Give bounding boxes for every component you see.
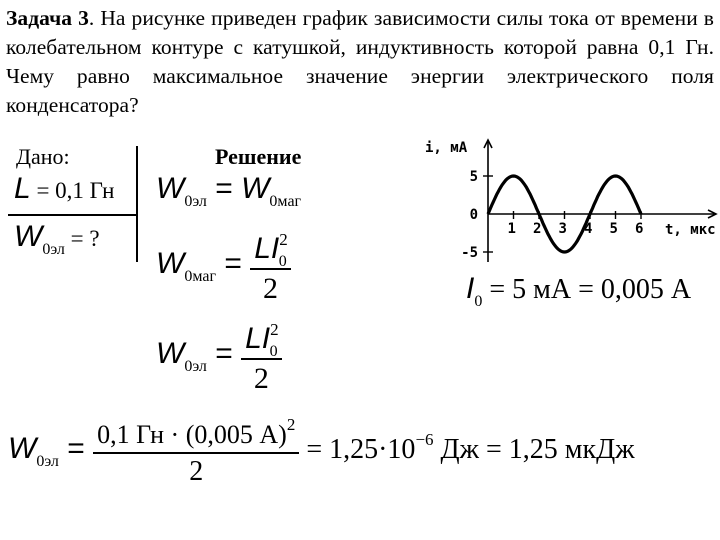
final-den: 2 (189, 456, 204, 487)
given-inductance (14, 172, 114, 206)
final-num: 0,1 Гн · (0,005 А) (97, 420, 287, 449)
problem-text: . На рисунке приведен график зависимости силы тока от времени в колебательном контуре с катушкой, индуктивность которой равна 0,1 Гн. Чему равно максимальное значение энергии электрического поля конденсатора? (6, 6, 714, 117)
given-divider-horizontal (8, 214, 136, 216)
current-amplitude (466, 272, 692, 310)
eq3-num-sub: 0 (269, 343, 278, 360)
problem-label: Задача 3 (6, 6, 89, 30)
eq3-den: 2 (253, 362, 269, 395)
given-L-symbol: L (14, 172, 31, 205)
eq2-num-sup: 2 (279, 230, 288, 249)
x-tick-label: 1 (507, 221, 516, 237)
y-tick-label: -5 (461, 245, 478, 261)
eq2-fraction (250, 232, 291, 306)
eq1-lhs: W (156, 172, 185, 205)
eq3-lhs: W (156, 337, 185, 371)
eq2-lhs: W (156, 247, 185, 281)
final-unit: Дж = 1,25 мкДж (433, 434, 635, 466)
eq3-lhs-sub: 0эл (184, 358, 207, 376)
final-lhs-sub: 0эл (36, 453, 59, 471)
x-tick-label: 4 (584, 221, 593, 237)
y-tick-label: 0 (469, 207, 478, 223)
eq3-num: LI (245, 322, 271, 355)
graph-axes (484, 140, 716, 262)
x-tick-label: 6 (635, 221, 644, 237)
eq2-num: LI (254, 232, 280, 265)
current-time-graph (420, 136, 720, 276)
final-exp: −6 (415, 430, 434, 450)
given-title: Дано: (16, 144, 70, 169)
x-tick-label: 2 (533, 221, 542, 237)
given-W-symbol: W (14, 220, 43, 253)
equation-energy-equal (156, 172, 302, 210)
given-W-value: = ? (64, 226, 100, 251)
eq2-lhs-sub: 0маг (184, 268, 217, 286)
eq2-den: 2 (262, 272, 278, 305)
eq2-num-sub: 0 (278, 253, 287, 270)
solution-title: Решение (215, 144, 302, 169)
x-tick-label: 3 (558, 221, 567, 237)
graph-x-label: t, мкс (665, 222, 716, 238)
current-value: = 5 мА = 0,005 А (482, 274, 692, 305)
current-symbol: I (466, 272, 475, 305)
y-tick-label: 5 (469, 169, 478, 185)
equation-final: W0эл = $\frac{0,1 Гн \cdot (0,005 А)^2}{2}$ = 1,25·10−6 Дж = 1,25 мкДж (8, 415, 635, 487)
given-divider-vertical (136, 146, 138, 262)
graph-y-label: i, мА (425, 140, 468, 156)
equation-magnetic-energy: W0маг = $\frac{LI20}{2}$ (156, 232, 291, 306)
final-lhs: W (8, 432, 37, 466)
eq1-rhs: W (241, 172, 270, 205)
x-tick-label: 5 (609, 221, 618, 237)
eq3-fraction (241, 322, 282, 396)
current-sub: 0 (474, 293, 483, 310)
eq1-lhs-sub: 0эл (184, 193, 207, 210)
final-result: = 1,25·10 (299, 434, 416, 466)
equation-electric-energy: W0эл = $\frac{LI20}{2}$ (156, 322, 282, 396)
eq3-num-sup: 2 (270, 320, 279, 339)
final-fraction (93, 415, 299, 488)
final-num-sup: 2 (286, 415, 296, 434)
problem-statement (6, 4, 714, 120)
eq1-eq: = (206, 172, 242, 205)
eq1-rhs-sub: 0маг (269, 193, 302, 210)
given-energy (14, 220, 100, 258)
given-L-value: = 0,1 Гн (30, 178, 115, 203)
given-W-sub: 0эл (42, 241, 65, 258)
